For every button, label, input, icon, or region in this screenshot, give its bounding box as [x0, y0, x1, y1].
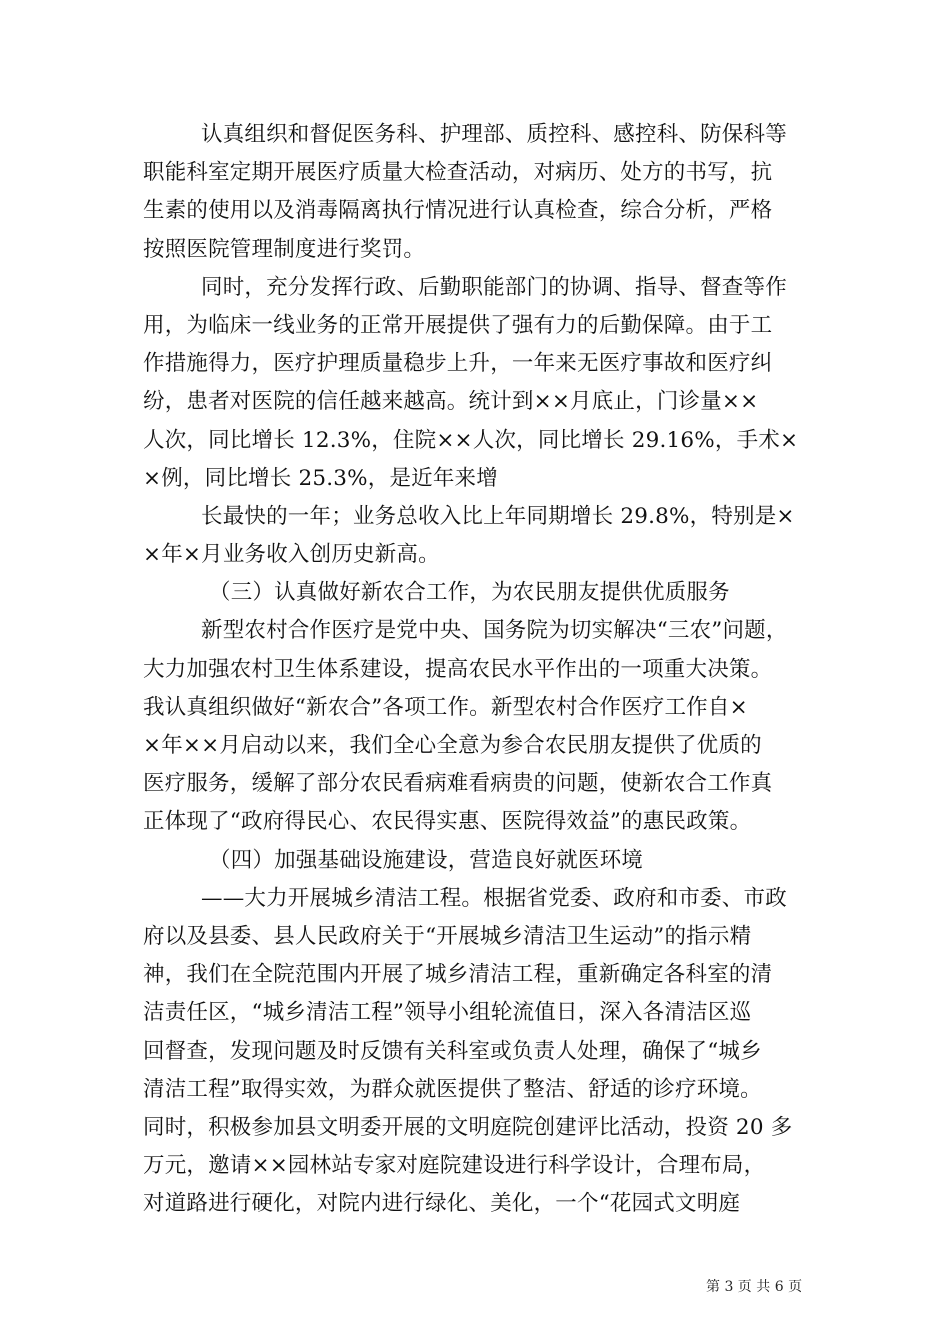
- page-number-footer: 第 3 页 共 6 页: [706, 1279, 803, 1295]
- text-line: 我认真组织做好“新农合”各项工作。新型农村合作医疗工作自×: [143, 694, 748, 720]
- document-body: [143, 116, 813, 1223]
- text-line: 按照医院管理制度进行奖罚。: [143, 236, 426, 262]
- text-line: 生素的使用以及消毒隔离执行情况进行认真检查，综合分析，严格: [143, 198, 773, 224]
- text-line: 万元，邀请××园林站专家对庭院建设进行科学设计，合理布局，: [143, 1153, 766, 1179]
- text-line: 人次，同比增长 12.3%，住院××人次，同比增长 29.16%，手术×: [143, 427, 799, 453]
- text-line: 清洁工程”取得实效，为群众就医提供了整洁、舒适的诊疗环境。: [143, 1076, 762, 1102]
- text-line: 长最快的一年；业务总收入比上年同期增长 29.8%，特别是×: [201, 503, 795, 529]
- text-line: 医疗服务，缓解了部分农民看病难看病贵的问题，使新农合工作真: [143, 771, 773, 797]
- text-line: ——大力开展城乡清洁工程。根据省党委、政府和市委、市政: [201, 885, 787, 911]
- text-line: 正体现了“政府得民心、农民得实惠、医院得效益”的惠民政策。: [143, 809, 752, 835]
- text-line: （四）加强基础设施建设，营造良好就医环境: [209, 847, 644, 873]
- text-line: （三）认真做好新农合工作，为农民朋友提供优质服务: [209, 580, 730, 606]
- text-line: 大力加强农村卫生体系建设，提高农民水平作出的一项重大决策。: [143, 656, 773, 682]
- text-line: 洁责任区，“城乡清洁工程”领导小组轮流值日，深入各清洁区巡: [143, 1000, 752, 1026]
- text-line: 新型农村合作医疗是党中央、国务院为切实解决“三农”问题，: [201, 618, 788, 644]
- text-line: ×年×月业务收入创历史新高。: [143, 542, 440, 568]
- text-line: ×例，同比增长 25.3%，是近年来增: [143, 465, 498, 491]
- text-line: 回督查，发现问题及时反馈有关科室或负责人处理，确保了“城乡: [143, 1038, 762, 1064]
- text-line: 神，我们在全院范围内开展了城乡清洁工程，重新确定各科室的清: [143, 962, 773, 988]
- text-line: 用，为临床一线业务的正常开展提供了强有力的后勤保障。由于工: [143, 312, 773, 338]
- text-line: 认真组织和督促医务科、护理部、质控科、感控科、防保科等: [201, 122, 787, 147]
- text-line: 职能科室定期开展医疗质量大检查活动，对病历、处方的书写，抗: [143, 160, 773, 186]
- text-line: 纷，患者对医院的信任越来越高。统计到××月底止，门诊量××: [143, 389, 759, 415]
- text-line: 作措施得力，医疗护理质量稳步上升，一年来无医疗事故和医疗纠: [143, 351, 773, 377]
- text-line: 府以及县委、县人民政府关于“开展城乡清洁卫生运动”的指示精: [143, 923, 752, 949]
- text-line: 同时，积极参加县文明委开展的文明庭院创建评比活动，投资 20 多: [143, 1114, 793, 1140]
- text-line: 对道路进行硬化，对院内进行绿化、美化，一个“花园式文明庭: [143, 1191, 741, 1217]
- text-line: ×年××月启动以来，我们全心全意为参合农民朋友提供了优质的: [143, 733, 762, 758]
- text-line: 同时，充分发挥行政、后勤职能部门的协调、指导、督查等作: [201, 274, 787, 300]
